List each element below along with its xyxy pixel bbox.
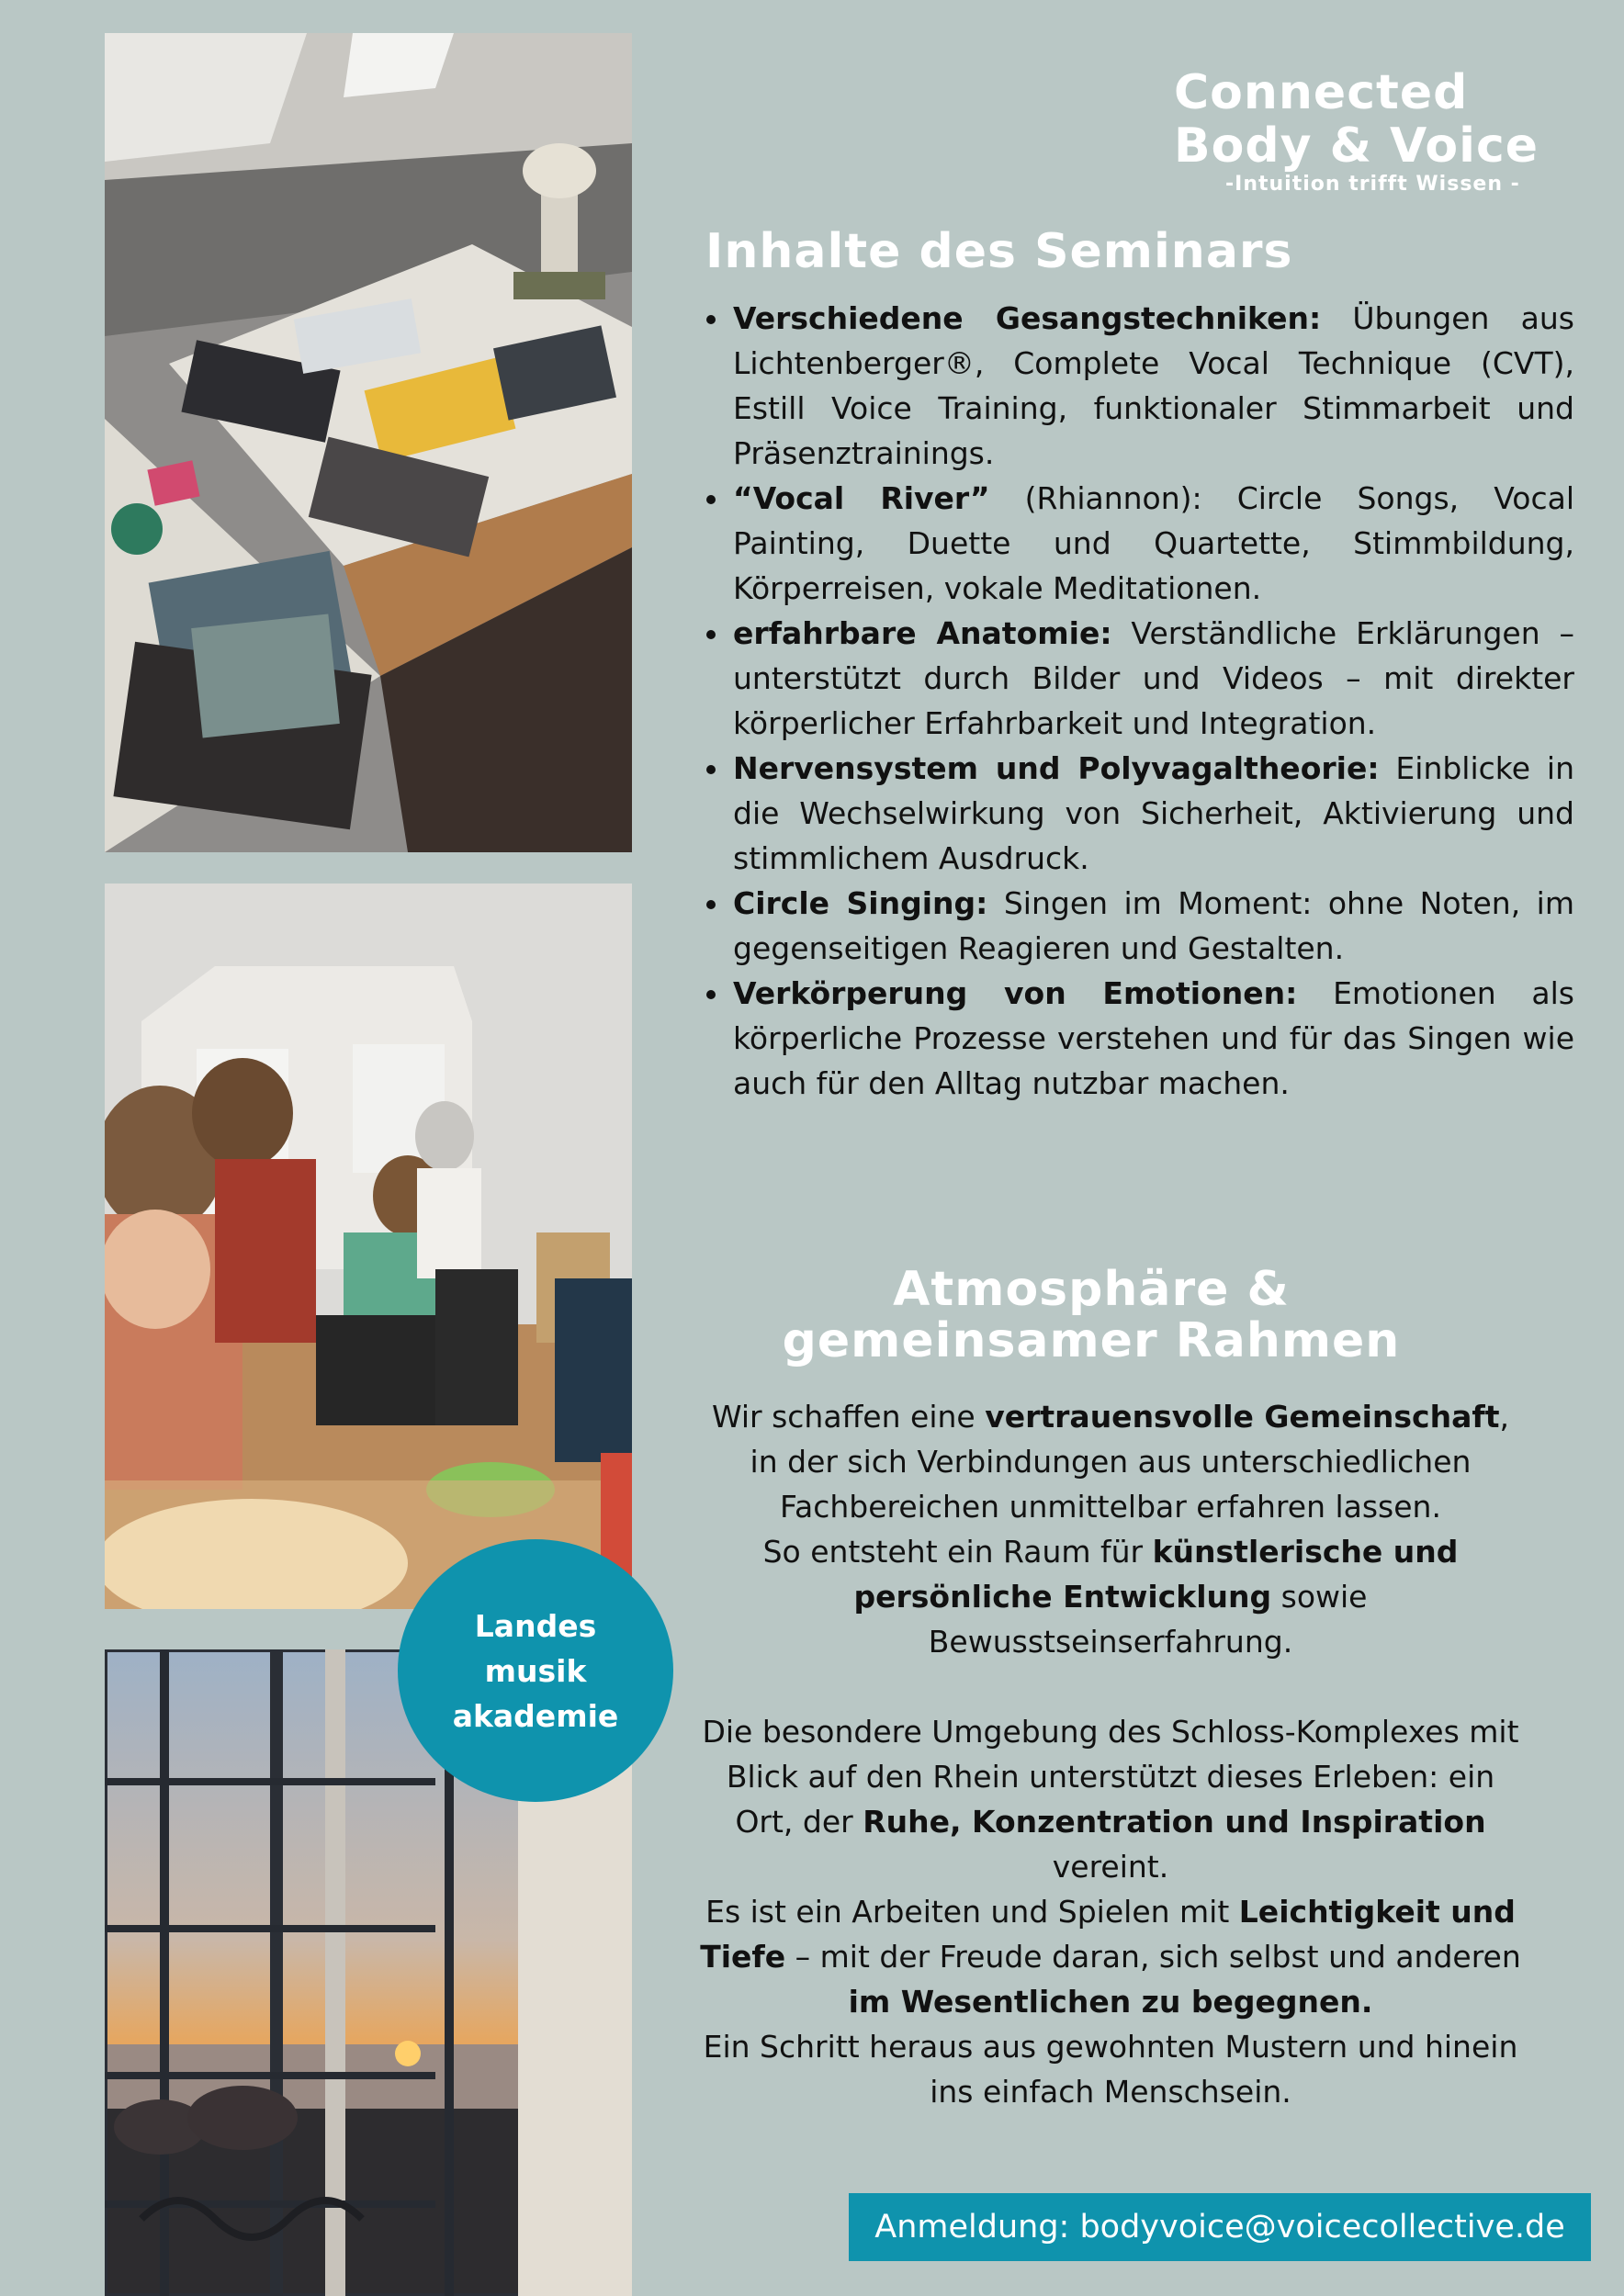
text-run: sowie Bewusstseinserfahrung. [928, 1579, 1368, 1660]
list-item-heading: “Vocal River” [733, 480, 990, 516]
list-item [731, 971, 1574, 1106]
list-item-heading: Nervensystem und Polyvagaltheorie: [733, 750, 1380, 786]
text-run-bold: im Wesentlichen zu begegnen. [848, 1984, 1373, 2020]
paragraph: Ein Schritt heraus aus gewohnten Mustern und hinein ins einfach Menschsein. [703, 2029, 1518, 2110]
landesmusikakademie-badge [398, 1539, 673, 1802]
list-item-heading: Verschiedene Gesangstechniken: [733, 300, 1322, 336]
brand-line-1: Connected [1174, 65, 1469, 120]
list-item-text: Einblicke in die Wechselwirkung von Sicherheit, Aktivierung und stimmlichem Ausdruck. [733, 750, 1574, 876]
atmosphere-text [698, 1394, 1523, 2114]
list-item-heading: Verkörperung von Emotionen: [733, 975, 1298, 1011]
photo-books-and-cards [105, 33, 632, 852]
brand-logo [1174, 66, 1539, 197]
paragraph [698, 1529, 1523, 1664]
paragraph [698, 1889, 1523, 2024]
paragraph [698, 1709, 1523, 1889]
list-item-text: Singen im Moment: ohne Noten, im gegenseitigen Reagieren und Gestalten. [733, 885, 1574, 966]
section-title-atmosphere [705, 1264, 1477, 1367]
list-item [731, 296, 1574, 476]
badge-line-2: musik [484, 1652, 587, 1689]
list-item-text: Emotionen als körperliche Prozesse verstehen und für das Singen wie auch für den Alltag nutzbar machen. [733, 975, 1574, 1101]
text-run: Wir schaffen eine [711, 1399, 986, 1435]
list-item-heading: Circle Singing: [733, 885, 988, 921]
spacer [698, 1664, 1523, 1709]
list-item-text: (Rhiannon): Circle Songs, Vocal Painting, Duette und Quartette, Stimmbildung, Körperreisen, vokale Meditationen. [733, 480, 1574, 606]
paragraph [698, 1394, 1523, 1529]
text-run-bold: vertrauensvolle Gemeinschaft [985, 1399, 1500, 1435]
badge-line-3: akademie [452, 1697, 619, 1734]
text-run-bold: Ruhe, Konzentration und Inspiration [863, 1804, 1486, 1840]
list-item [731, 611, 1574, 746]
list-item [731, 881, 1574, 971]
section-title-line-1: Atmosphäre & [893, 1262, 1290, 1317]
badge-line-1: Landes [474, 1607, 597, 1644]
section-title-contents: Inhalte des Seminars [705, 224, 1293, 279]
brand-tagline: -Intuition trifft Wissen - [1225, 173, 1520, 196]
section-title-line-2: gemeinsamer Rahmen [782, 1313, 1401, 1368]
list-item-text: Übungen aus Lichtenberger®, Complete Vocal Technique (CVT), Estill Voice Training, funktionaler Stimmarbeit und Präsenztrainings. [733, 300, 1574, 471]
text-run: Es ist ein Arbeiten und Spielen mit [705, 1894, 1239, 1930]
text-run-bold: künstlerische und persönliche Entwicklung [853, 1534, 1459, 1615]
text-run: So entsteht ein Raum für [762, 1534, 1153, 1570]
text-run: , in der sich Verbindungen aus unterschiedlichen Fachbereichen unmittelbar erfahren lassen. [750, 1399, 1510, 1525]
text-run-bold: Leichtigkeit und Tiefe [700, 1894, 1516, 1975]
seminar-contents-list [698, 296, 1574, 1106]
text-run: vereint. [1052, 1849, 1169, 1885]
list-item [731, 746, 1574, 881]
list-item-text: Verständliche Erklärungen – unterstützt durch Bilder und Videos – mit direkter körperlicher Erfahrbarkeit und Integration. [733, 615, 1575, 741]
photo-group-of-singers [105, 884, 632, 1609]
text-run: Die besondere Umgebung des Schloss-Komplexes mit Blick auf den Rhein unterstützt dieses Erleben: ein Ort, der [702, 1714, 1519, 1840]
brand-line-2: Body & Voice [1174, 118, 1539, 174]
list-item-heading: erfahrbare Anatomie: [733, 615, 1112, 651]
text-run: – mit der Freude daran, sich selbst und anderen [785, 1939, 1521, 1975]
registration-email-banner[interactable]: Anmeldung: bodyvoice@voicecollective.de [849, 2193, 1591, 2261]
list-item [731, 476, 1574, 611]
